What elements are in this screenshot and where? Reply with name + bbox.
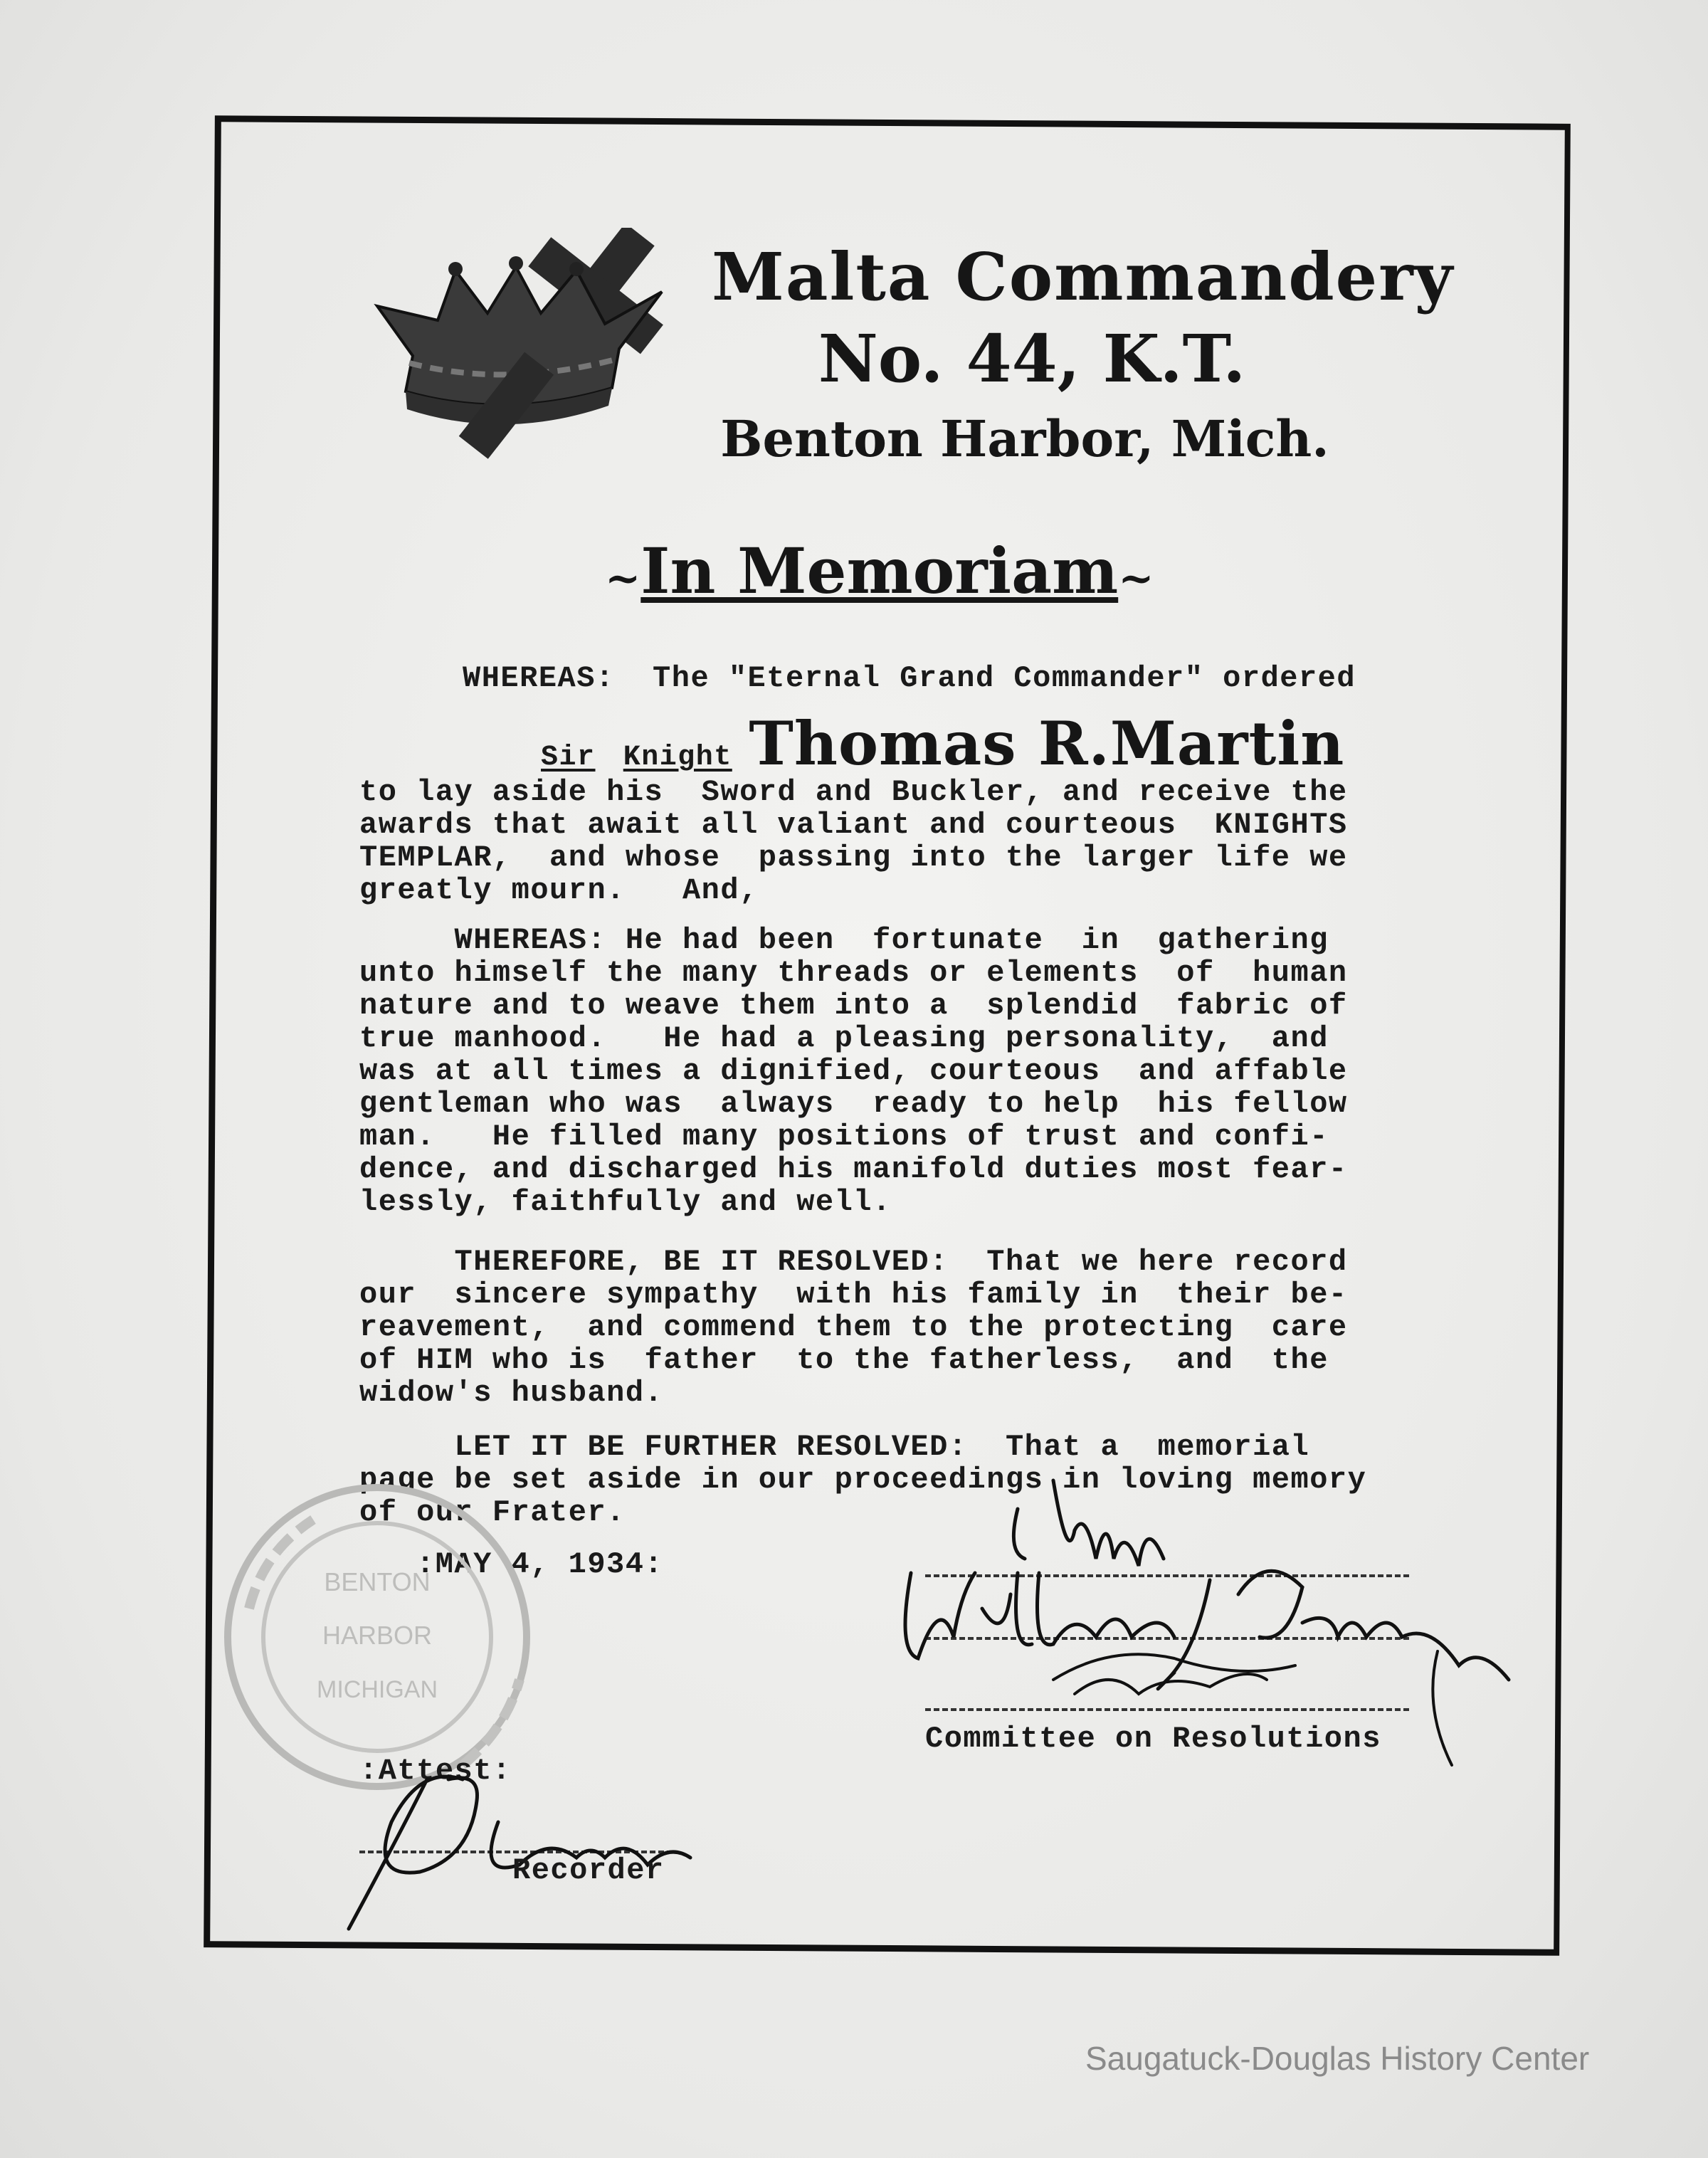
text-line: WHEREAS: He had been fortunate in gathering xyxy=(359,923,1329,957)
text-line: unto himself the many threads or elements of human xyxy=(359,956,1348,990)
text-line: LET IT BE FURTHER RESOLVED: That a memorial xyxy=(359,1430,1310,1464)
text-line: of HIM who is father to the fatherless, and the xyxy=(359,1343,1329,1377)
knight-line xyxy=(541,708,1344,779)
text-line: awards that await all valiant and courteous KNIGHTS xyxy=(359,808,1348,842)
text-line: man. He filled many positions of trust and confi- xyxy=(359,1120,1329,1154)
paragraph-1 xyxy=(359,776,1348,907)
committee-label: Committee on Resolutions xyxy=(925,1722,1381,1756)
text-line: reavement, and commend them to the protecting care xyxy=(359,1310,1348,1344)
text-line: nature and to weave them into a splendid fabric of xyxy=(359,989,1348,1023)
sir-label: Sir xyxy=(541,742,596,774)
commandery-number: No. 44, K.T. xyxy=(818,320,1246,397)
whereas-intro: WHEREAS: The "Eternal Grand Commander" ordered xyxy=(463,661,1356,695)
attest-label: :Attest: xyxy=(359,1754,512,1788)
paragraph-2 xyxy=(359,924,1348,1219)
text-line: was at all times a dignified, courteous and affable xyxy=(359,1054,1348,1088)
seal-text: MICHIGAN xyxy=(317,1676,438,1703)
text-line: widow's husband. xyxy=(359,1376,664,1410)
committee-signatures xyxy=(840,1466,1537,1808)
crown-cross-emblem-icon xyxy=(363,228,676,484)
resolution-date: :MAY 4, 1934: xyxy=(416,1547,664,1581)
text-line: dence, and discharged his manifold duties most fear- xyxy=(359,1152,1348,1186)
watermark: Saugatuck-Douglas History Center xyxy=(1085,2040,1590,2077)
seal-text: BENTON xyxy=(324,1567,431,1596)
text-line: lessly, faithfully and well. xyxy=(359,1185,892,1219)
text-line: gentleman who was always ready to help his fellow xyxy=(359,1087,1348,1121)
text-line: true manhood. He had a pleasing personality, and xyxy=(359,1021,1329,1056)
paragraph-3 xyxy=(359,1246,1348,1409)
text-line: THEREFORE, BE IT RESOLVED: That we here record xyxy=(359,1245,1348,1279)
org-name: Malta Commandery xyxy=(712,238,1455,315)
text-line: TEMPLAR, and whose passing into the larger life we xyxy=(359,841,1348,875)
deceased-name: Thomas R.Martin xyxy=(749,708,1345,779)
memoriam-title-text: In Memoriam xyxy=(640,534,1119,608)
text-line: of our Frater. xyxy=(359,1495,626,1530)
seal-text: HARBOR xyxy=(322,1621,433,1650)
text-line: our sincere sympathy with his family in their be- xyxy=(359,1278,1348,1312)
text-line: to lay aside his Sword and Buckler, and receive the xyxy=(359,775,1348,809)
recorder-signature xyxy=(334,1737,705,1936)
text-line: page be set aside in our proceedings in loving memory xyxy=(359,1463,1367,1497)
recorder-label: Recorder xyxy=(512,1853,665,1888)
org-location: Benton Harbor, Mich. xyxy=(720,409,1329,468)
memoriam-title: ~In Memoriam~ xyxy=(605,534,1154,608)
knight-label: Knight xyxy=(623,742,732,774)
text-line: greatly mourn. And, xyxy=(359,873,759,907)
